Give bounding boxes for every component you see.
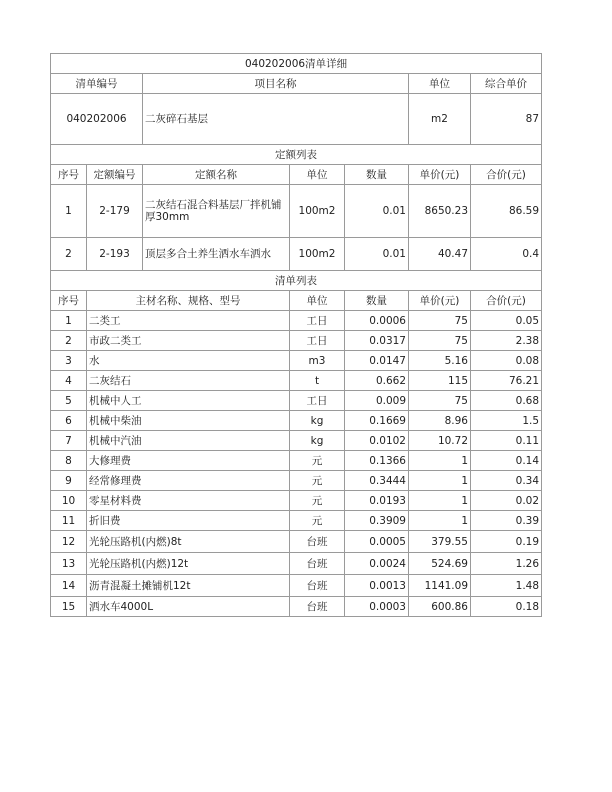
quota-code: 2-179 <box>87 185 143 238</box>
material-no: 3 <box>51 351 87 371</box>
material-unit: 工日 <box>290 331 345 351</box>
material-unit: 台班 <box>290 553 345 575</box>
material-no: 1 <box>51 311 87 331</box>
material-qty: 0.3909 <box>345 511 409 531</box>
material-row <box>51 311 542 331</box>
material-price: 1 <box>409 451 471 471</box>
quota-no: 2 <box>51 238 87 271</box>
material-name: 机械中柴油 <box>87 411 290 431</box>
material-qty: 0.0024 <box>345 553 409 575</box>
quota-total: 0.4 <box>471 238 542 271</box>
material-total: 1.26 <box>471 553 542 575</box>
bill-detail-table <box>50 53 542 617</box>
quota-qty: 0.01 <box>345 185 409 238</box>
header-unit: 单位 <box>409 74 471 94</box>
header-price: 综合单价 <box>471 74 542 94</box>
material-total: 0.05 <box>471 311 542 331</box>
material-unit: t <box>290 371 345 391</box>
material-total: 0.19 <box>471 531 542 553</box>
material-price: 600.86 <box>409 597 471 617</box>
quota-unit: 100m2 <box>290 185 345 238</box>
material-qty: 0.0102 <box>345 431 409 451</box>
material-row <box>51 391 542 411</box>
material-row <box>51 511 542 531</box>
material-total: 2.38 <box>471 331 542 351</box>
material-total: 0.08 <box>471 351 542 371</box>
material-qty: 0.0013 <box>345 575 409 597</box>
item-unit: m2 <box>409 94 471 145</box>
material-name: 光轮压路机(内燃)8t <box>87 531 290 553</box>
material-name: 沥青混凝土摊铺机12t <box>87 575 290 597</box>
material-unit: kg <box>290 431 345 451</box>
material-price: 75 <box>409 331 471 351</box>
material-no: 6 <box>51 411 87 431</box>
material-name: 机械中人工 <box>87 391 290 411</box>
material-price: 75 <box>409 311 471 331</box>
quota-total: 86.59 <box>471 185 542 238</box>
title-row <box>51 54 542 74</box>
material-total: 0.39 <box>471 511 542 531</box>
material-row <box>51 491 542 511</box>
item-name: 二灰碎石基层 <box>143 94 409 145</box>
material-total: 1.48 <box>471 575 542 597</box>
material-qty: 0.0193 <box>345 491 409 511</box>
material-unit: 工日 <box>290 391 345 411</box>
quota-row <box>51 238 542 271</box>
material-unit: 元 <box>290 471 345 491</box>
material-price: 75 <box>409 391 471 411</box>
material-no: 14 <box>51 575 87 597</box>
quota-unit: 100m2 <box>290 238 345 271</box>
material-row <box>51 371 542 391</box>
material-name: 零星材料费 <box>87 491 290 511</box>
material-no: 5 <box>51 391 87 411</box>
material-unit: 台班 <box>290 597 345 617</box>
bill-item-row <box>51 94 542 145</box>
material-no: 12 <box>51 531 87 553</box>
materials-header-name: 主材名称、规格、型号 <box>87 291 290 311</box>
material-unit: 工日 <box>290 311 345 331</box>
material-qty: 0.009 <box>345 391 409 411</box>
material-no: 2 <box>51 331 87 351</box>
item-price: 87 <box>471 94 542 145</box>
material-row <box>51 331 542 351</box>
quota-header-code: 定额编号 <box>87 165 143 185</box>
material-total: 0.14 <box>471 451 542 471</box>
quota-section-title: 定额列表 <box>51 145 542 165</box>
material-row <box>51 471 542 491</box>
bill-header-row <box>51 74 542 94</box>
material-qty: 0.0006 <box>345 311 409 331</box>
quota-code: 2-193 <box>87 238 143 271</box>
material-price: 115 <box>409 371 471 391</box>
material-qty: 0.0003 <box>345 597 409 617</box>
quota-price: 40.47 <box>409 238 471 271</box>
materials-section-row <box>51 271 542 291</box>
material-row <box>51 531 542 553</box>
table-title: 040202006清单详细 <box>51 54 542 74</box>
material-row <box>51 597 542 617</box>
item-code: 040202006 <box>51 94 143 145</box>
material-price: 1 <box>409 471 471 491</box>
quota-price: 8650.23 <box>409 185 471 238</box>
materials-header-row <box>51 291 542 311</box>
material-row <box>51 553 542 575</box>
material-name: 大修理费 <box>87 451 290 471</box>
material-no: 13 <box>51 553 87 575</box>
quota-header-row <box>51 165 542 185</box>
material-row <box>51 451 542 471</box>
material-price: 8.96 <box>409 411 471 431</box>
material-price: 10.72 <box>409 431 471 451</box>
material-qty: 0.0317 <box>345 331 409 351</box>
material-unit: 台班 <box>290 575 345 597</box>
material-price: 379.55 <box>409 531 471 553</box>
material-unit: 元 <box>290 451 345 471</box>
material-qty: 0.1366 <box>345 451 409 471</box>
material-name: 经常修理费 <box>87 471 290 491</box>
material-total: 0.68 <box>471 391 542 411</box>
material-price: 5.16 <box>409 351 471 371</box>
material-name: 洒水车4000L <box>87 597 290 617</box>
material-qty: 0.0147 <box>345 351 409 371</box>
material-name: 折旧费 <box>87 511 290 531</box>
material-name: 二类工 <box>87 311 290 331</box>
material-unit: m3 <box>290 351 345 371</box>
material-no: 10 <box>51 491 87 511</box>
header-name: 项目名称 <box>143 74 409 94</box>
quota-section-row <box>51 145 542 165</box>
materials-header-qty: 数量 <box>345 291 409 311</box>
material-unit: 元 <box>290 491 345 511</box>
material-no: 7 <box>51 431 87 451</box>
material-name: 水 <box>87 351 290 371</box>
material-no: 4 <box>51 371 87 391</box>
material-row <box>51 575 542 597</box>
material-no: 8 <box>51 451 87 471</box>
quota-header-name: 定额名称 <box>143 165 290 185</box>
material-name: 机械中汽油 <box>87 431 290 451</box>
material-unit: kg <box>290 411 345 431</box>
materials-header-unit: 单位 <box>290 291 345 311</box>
quota-no: 1 <box>51 185 87 238</box>
material-total: 0.11 <box>471 431 542 451</box>
material-name: 光轮压路机(内燃)12t <box>87 553 290 575</box>
material-qty: 0.0005 <box>345 531 409 553</box>
materials-header-total: 合价(元) <box>471 291 542 311</box>
quota-header-no: 序号 <box>51 165 87 185</box>
quota-header-unit: 单位 <box>290 165 345 185</box>
material-row <box>51 351 542 371</box>
material-name: 市政二类工 <box>87 331 290 351</box>
material-price: 1 <box>409 491 471 511</box>
material-total: 0.18 <box>471 597 542 617</box>
material-no: 9 <box>51 471 87 491</box>
quota-header-price: 单价(元) <box>409 165 471 185</box>
quota-qty: 0.01 <box>345 238 409 271</box>
quota-header-total: 合价(元) <box>471 165 542 185</box>
quota-row <box>51 185 542 238</box>
material-total: 1.5 <box>471 411 542 431</box>
material-price: 524.69 <box>409 553 471 575</box>
header-code: 清单编号 <box>51 74 143 94</box>
material-row <box>51 431 542 451</box>
material-unit: 元 <box>290 511 345 531</box>
material-total: 0.02 <box>471 491 542 511</box>
materials-header-no: 序号 <box>51 291 87 311</box>
material-qty: 0.662 <box>345 371 409 391</box>
material-price: 1141.09 <box>409 575 471 597</box>
material-name: 二灰结石 <box>87 371 290 391</box>
material-no: 15 <box>51 597 87 617</box>
material-total: 0.34 <box>471 471 542 491</box>
material-no: 11 <box>51 511 87 531</box>
material-qty: 0.1669 <box>345 411 409 431</box>
quota-name: 顶层多合土养生洒水车洒水 <box>143 238 290 271</box>
material-unit: 台班 <box>290 531 345 553</box>
material-price: 1 <box>409 511 471 531</box>
materials-header-price: 单价(元) <box>409 291 471 311</box>
material-total: 76.21 <box>471 371 542 391</box>
materials-section-title: 清单列表 <box>51 271 542 291</box>
material-qty: 0.3444 <box>345 471 409 491</box>
quota-header-qty: 数量 <box>345 165 409 185</box>
quota-name: 二灰结石混合料基层厂拌机铺 厚30mm <box>143 185 290 238</box>
material-row <box>51 411 542 431</box>
